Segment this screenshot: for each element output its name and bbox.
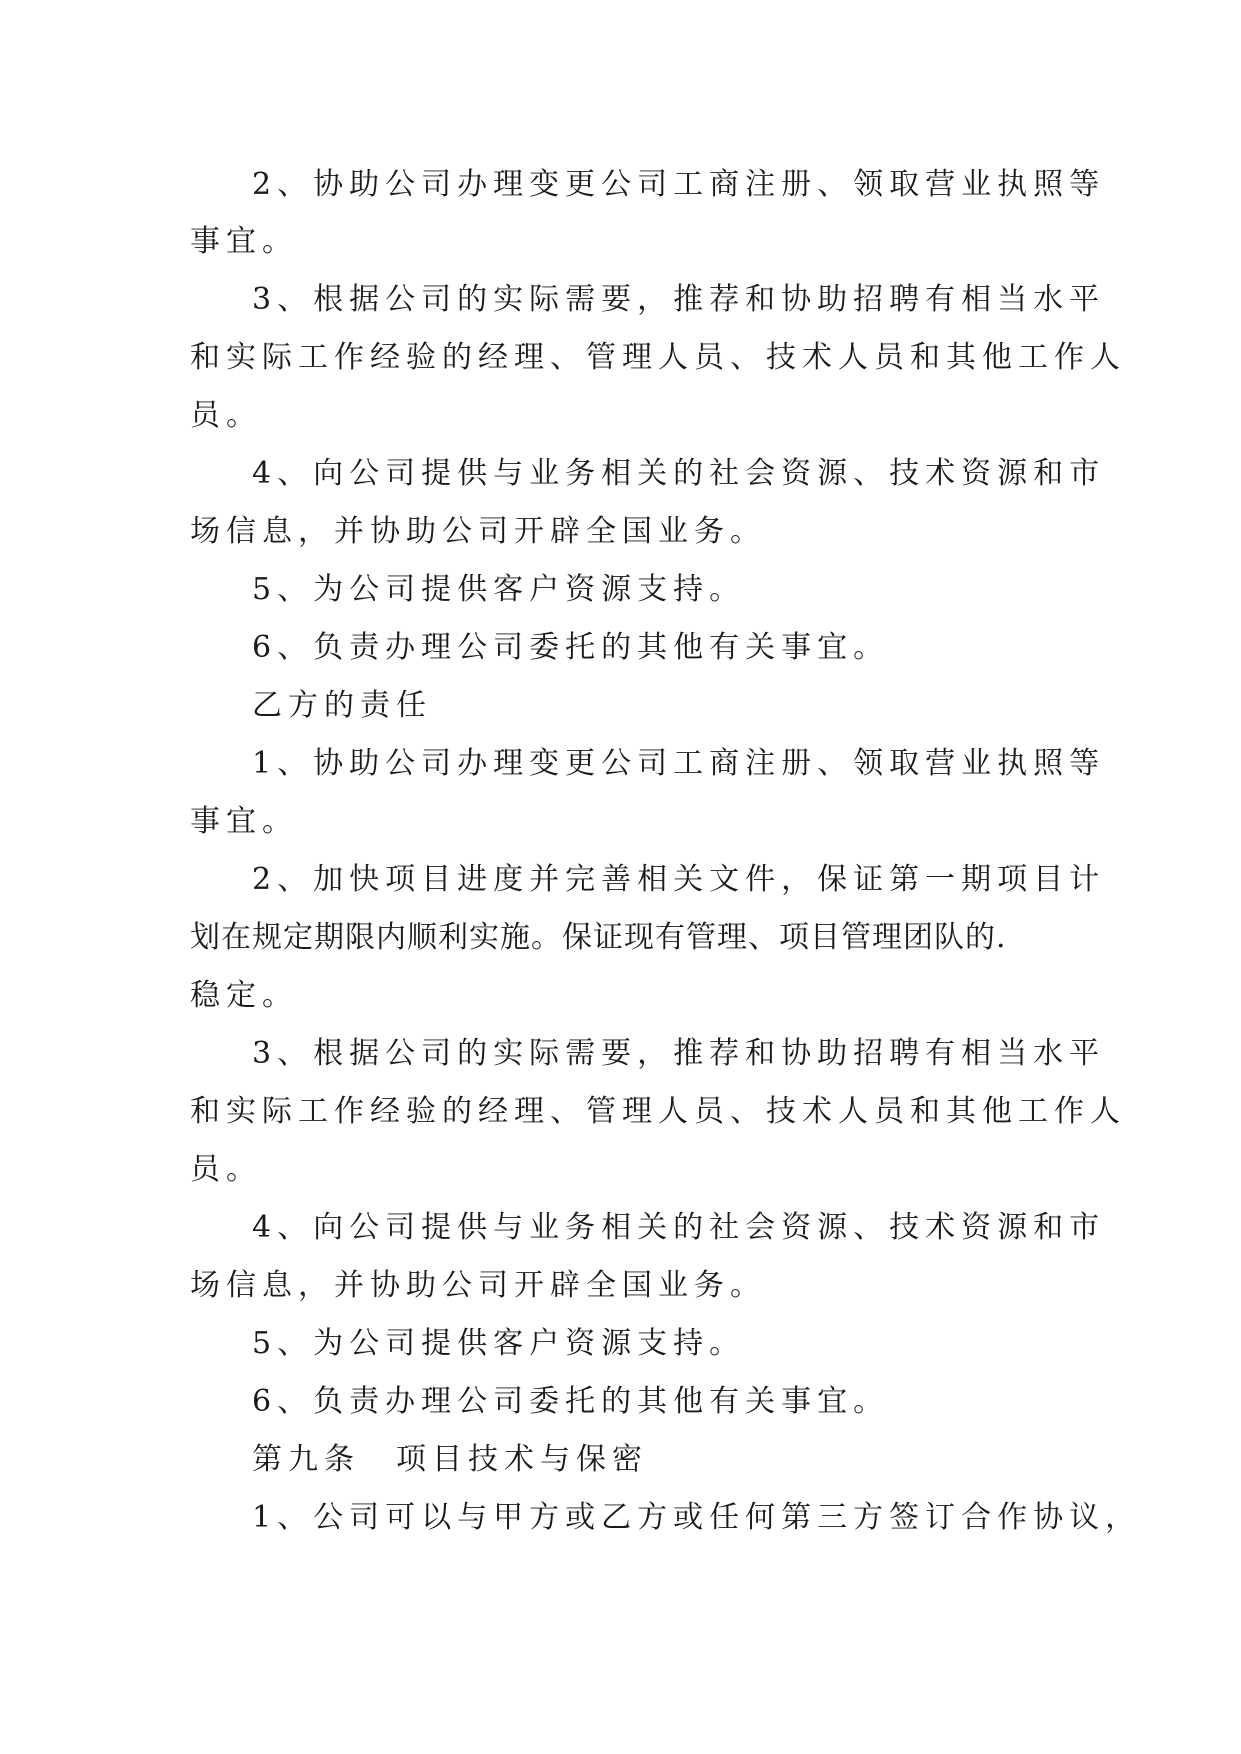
section-heading: 乙方的责任 bbox=[252, 688, 432, 723]
text-line: 5、为公司提供客户资源支持。 bbox=[252, 572, 746, 607]
text-line: 6、负责办理公司委托的其他有关事宜。 bbox=[252, 1384, 890, 1419]
text-line: 4、向公司提供与业务相关的社会资源、技术资源和市 bbox=[252, 1210, 1106, 1245]
text-line: 场信息，并协助公司开辟全国业务。 bbox=[190, 1268, 766, 1303]
text-line: 员。 bbox=[190, 1152, 262, 1187]
text-line: 场信息，并协助公司开辟全国业务。 bbox=[190, 514, 766, 549]
text-line: 员。 bbox=[190, 398, 262, 433]
text-line: 3、根据公司的实际需要，推荐和协助招聘有相当水平 bbox=[252, 282, 1106, 317]
text-line: 事宜。 bbox=[190, 804, 298, 839]
text-line: 2、加快项目进度并完善相关文件，保证第一期项目计 bbox=[252, 862, 1106, 897]
text-line: 和实际工作经验的经理、管理人员、技术人员和其他工作人 bbox=[190, 340, 1126, 375]
text-line: 6、负责办理公司委托的其他有关事宜。 bbox=[252, 630, 890, 665]
text-line: 2、协助公司办理变更公司工商注册、领取营业执照等 bbox=[252, 167, 1106, 202]
text-line: 4、向公司提供与业务相关的社会资源、技术资源和市 bbox=[252, 456, 1106, 491]
section-heading: 第九条 项目技术与保密 bbox=[252, 1442, 648, 1477]
text-line: 5、为公司提供客户资源支持。 bbox=[252, 1326, 746, 1361]
text-line: 稳定。 bbox=[190, 978, 298, 1013]
text-line: 划在规定期限内顺利实施。保证现有管理、项目管理团队的. bbox=[190, 920, 1007, 955]
text-line: 1、协助公司办理变更公司工商注册、领取营业执照等 bbox=[252, 746, 1106, 781]
text-line: 3、根据公司的实际需要，推荐和协助招聘有相当水平 bbox=[252, 1036, 1106, 1071]
text-line: 和实际工作经验的经理、管理人员、技术人员和其他工作人 bbox=[190, 1094, 1126, 1129]
text-line: 1、公司可以与甲方或乙方或任何第三方签订合作协议， bbox=[252, 1500, 1142, 1535]
text-line: 事宜。 bbox=[190, 224, 298, 259]
